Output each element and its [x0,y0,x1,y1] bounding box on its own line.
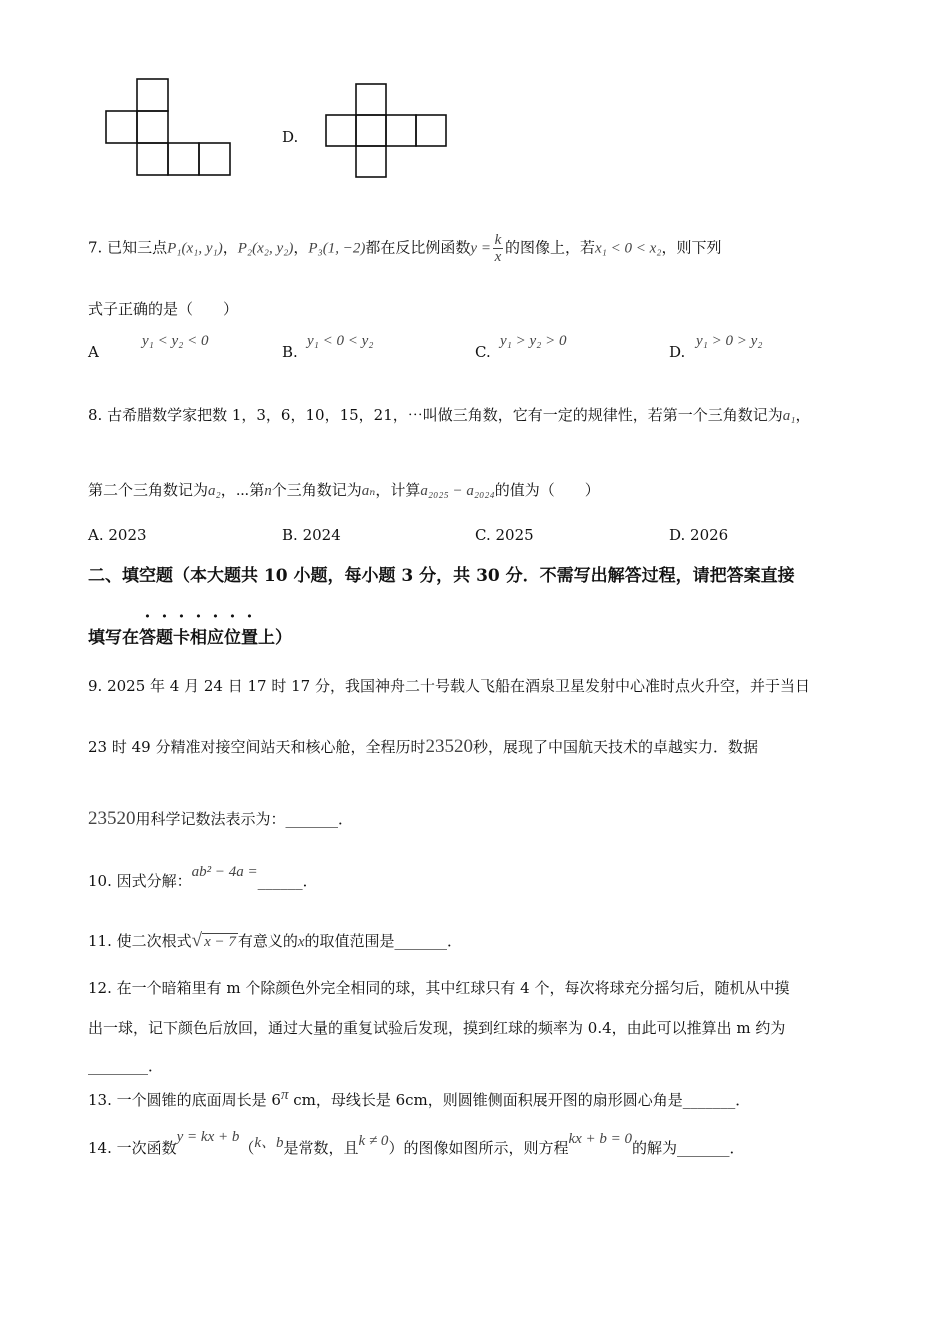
q11-var: x [297,934,305,950]
dotted-char: 相 [190,628,207,648]
point-p2: P₂(x₂, y₂) [237,240,294,257]
sqrt-radicand: x − 7 [204,934,236,950]
q14-text: 14. 一次函数 [88,1139,177,1157]
option-d-label: D. [282,128,299,146]
q9-text: 23 时 49 分精准对接空间站天和核心舱，全程历时 [88,738,426,756]
n-var: n [264,483,272,499]
q8-text: 8. 古希腊数学家把数 1，3，6，10，15，21，⋯叫做三角数，它有一定的规律性，若第一个三角数记为 [88,406,783,424]
q14 [88,1129,745,1158]
net-square [416,115,446,146]
q9-line1: 9. 2025 年 4 月 24 日 17 时 17 分，我国神舟二十号载人飞船在酒泉卫星发射中心准时点火升空，并于当日 [88,677,810,695]
q8-text: 的值为（ ） [494,481,600,499]
q8-text: 第二个三角数记为 [88,481,209,499]
net-square [106,111,137,143]
q11 [88,930,462,952]
q7-option-d-label: D. [669,343,686,361]
q7-line2: 式子正确的是（ ） [88,300,239,318]
q7-option-a-label: A [88,343,99,361]
q7-text: ，则下列 [661,238,722,257]
section2-text: 上） [258,628,292,648]
section2-text: 填写在 [88,628,139,648]
q7-line1 [88,232,721,265]
q8-line1 [88,404,810,425]
q8-text: ，⋯第 [220,481,265,499]
q14-equation: kx + b = 0 [568,1131,633,1147]
option-value: 2023 [108,526,147,544]
option-label: B. [282,526,298,544]
option-value: 2026 [690,526,729,544]
q7-condition: x₁ < 0 < x₂ [594,240,662,257]
q10-blank: ______． [257,872,318,890]
q7-number: 7. [88,238,103,257]
q14-kb: k、b [254,1135,284,1151]
q8-option-b [282,526,341,544]
section2-heading-line2 [88,623,292,648]
separator: ， [293,238,309,257]
q11-text: 有意义的 [237,932,298,950]
dotted-char: 应 [207,628,224,648]
q12-line2: 出一球，记下颜色后放回，通过大量的重复试验后发现，摸到红球的频率为 0.4，由此可以推算出 m 约为 [88,1019,786,1037]
q7-text: 已知三点 [107,238,168,257]
q13-text: cm，母线长是 6cm，则圆锥侧面积展开图的扇形圆心角是_______． [288,1091,751,1109]
q7-option-c-label: C. [475,343,491,361]
fraction-k-over-x [493,232,503,265]
q11-text: 的取值范围是_______． [304,932,463,950]
dotted-char: 答 [139,628,156,648]
point-p1: P₁(x₁, y₁) [167,240,223,257]
cube-net-figure-c [100,75,240,180]
q14-condition: k ≠ 0 [358,1133,389,1149]
net-square [137,111,168,143]
q7-option-d-math: y₁ > 0 > y₂ [696,333,763,349]
q14-text: ）的图像如图所示，则方程 [388,1139,569,1157]
q12-line3: ________． [88,1057,164,1075]
net-square [168,143,199,175]
q8-text: ，计算 [375,481,421,499]
dotted-char: 卡 [173,628,190,648]
q8-text: ， [795,406,811,424]
q11-text: 11. 使二次根式 [88,932,192,950]
function-lhs: y = [470,240,491,257]
q8-line2 [88,479,600,500]
q9-text: 用科学记数法表示为：_______． [135,810,354,828]
net-square [356,146,386,177]
q7-option-b-math: y₁ < 0 < y₂ [307,333,374,349]
q10-math: ab² − 4a = [191,864,258,880]
q8-option-a [88,526,147,544]
q7-option-c-math: y₁ > y₂ > 0 [500,333,567,349]
dotted-emphasis [139,628,258,648]
q12-line1: 12. 在一个暗箱里有 m 个除颜色外完全相同的球，其中红球只有 4 个，每次将球充分摇匀后，随机从中摸 [88,979,790,997]
dotted-char: 题 [156,628,173,648]
q14-text: 是常数，且 [283,1139,359,1157]
option-value: 2024 [302,526,341,544]
option-label: C. [475,526,491,544]
a1: a₁ [782,408,796,424]
net-square [137,79,168,111]
q13-text: 13. 一个圆锥的底面周长是 6 [88,1091,281,1109]
q13 [88,1089,750,1110]
q7-text: 的图像上，若 [504,238,595,257]
fraction-denominator: x [494,249,502,265]
option-label: D. [669,526,686,544]
q9-line3 [88,808,353,830]
q8-option-c [475,526,534,544]
net-square [356,84,386,115]
dotted-char: 位 [224,628,241,648]
q8-option-d [669,526,728,544]
q10 [88,864,318,891]
q7-text: 都在反比例函数 [365,238,471,257]
cube-net-figure-d [322,80,452,178]
option-value: 2025 [495,526,534,544]
sqrt-sign: √ [191,930,203,951]
an: aₙ [361,483,376,499]
dotted-char: 置 [241,628,258,648]
q8-expression: a₂₀₂₅ − a₂₀₂₄ [420,483,495,499]
net-square [137,143,168,175]
q9-number: 23520 [425,736,473,757]
pi-symbol: π [280,1087,289,1103]
q10-text: 10. 因式分解： [88,872,192,890]
a2: a₂ [208,483,221,499]
q7-option-a-math: y₁ < y₂ < 0 [142,333,209,349]
net-square [356,115,386,146]
section2-heading-line1: 二、填空题（本大题共 10 小题，每小题 3 分，共 30 分．不需写出解答过程，请把答案直接 [88,566,795,586]
net-square [326,115,356,146]
q7-option-b-label: B. [282,343,298,361]
net-square [386,115,416,146]
option-label: A. [88,526,104,544]
q9-text: 秒，展现了中国航天技术的卓越实力．数据 [472,738,758,756]
separator: ， [222,238,238,257]
q14-text: 的解为_______． [632,1139,745,1157]
q14-text: （ [239,1139,255,1157]
point-p3: P₃(1, −2) [308,240,366,257]
q9-number: 23520 [88,808,136,829]
q9-line2 [88,736,758,758]
q14-function: y = kx + b [176,1129,240,1145]
q8-text: 个三角数记为 [271,481,362,499]
net-square [199,143,230,175]
fraction-numerator: k [494,232,502,248]
